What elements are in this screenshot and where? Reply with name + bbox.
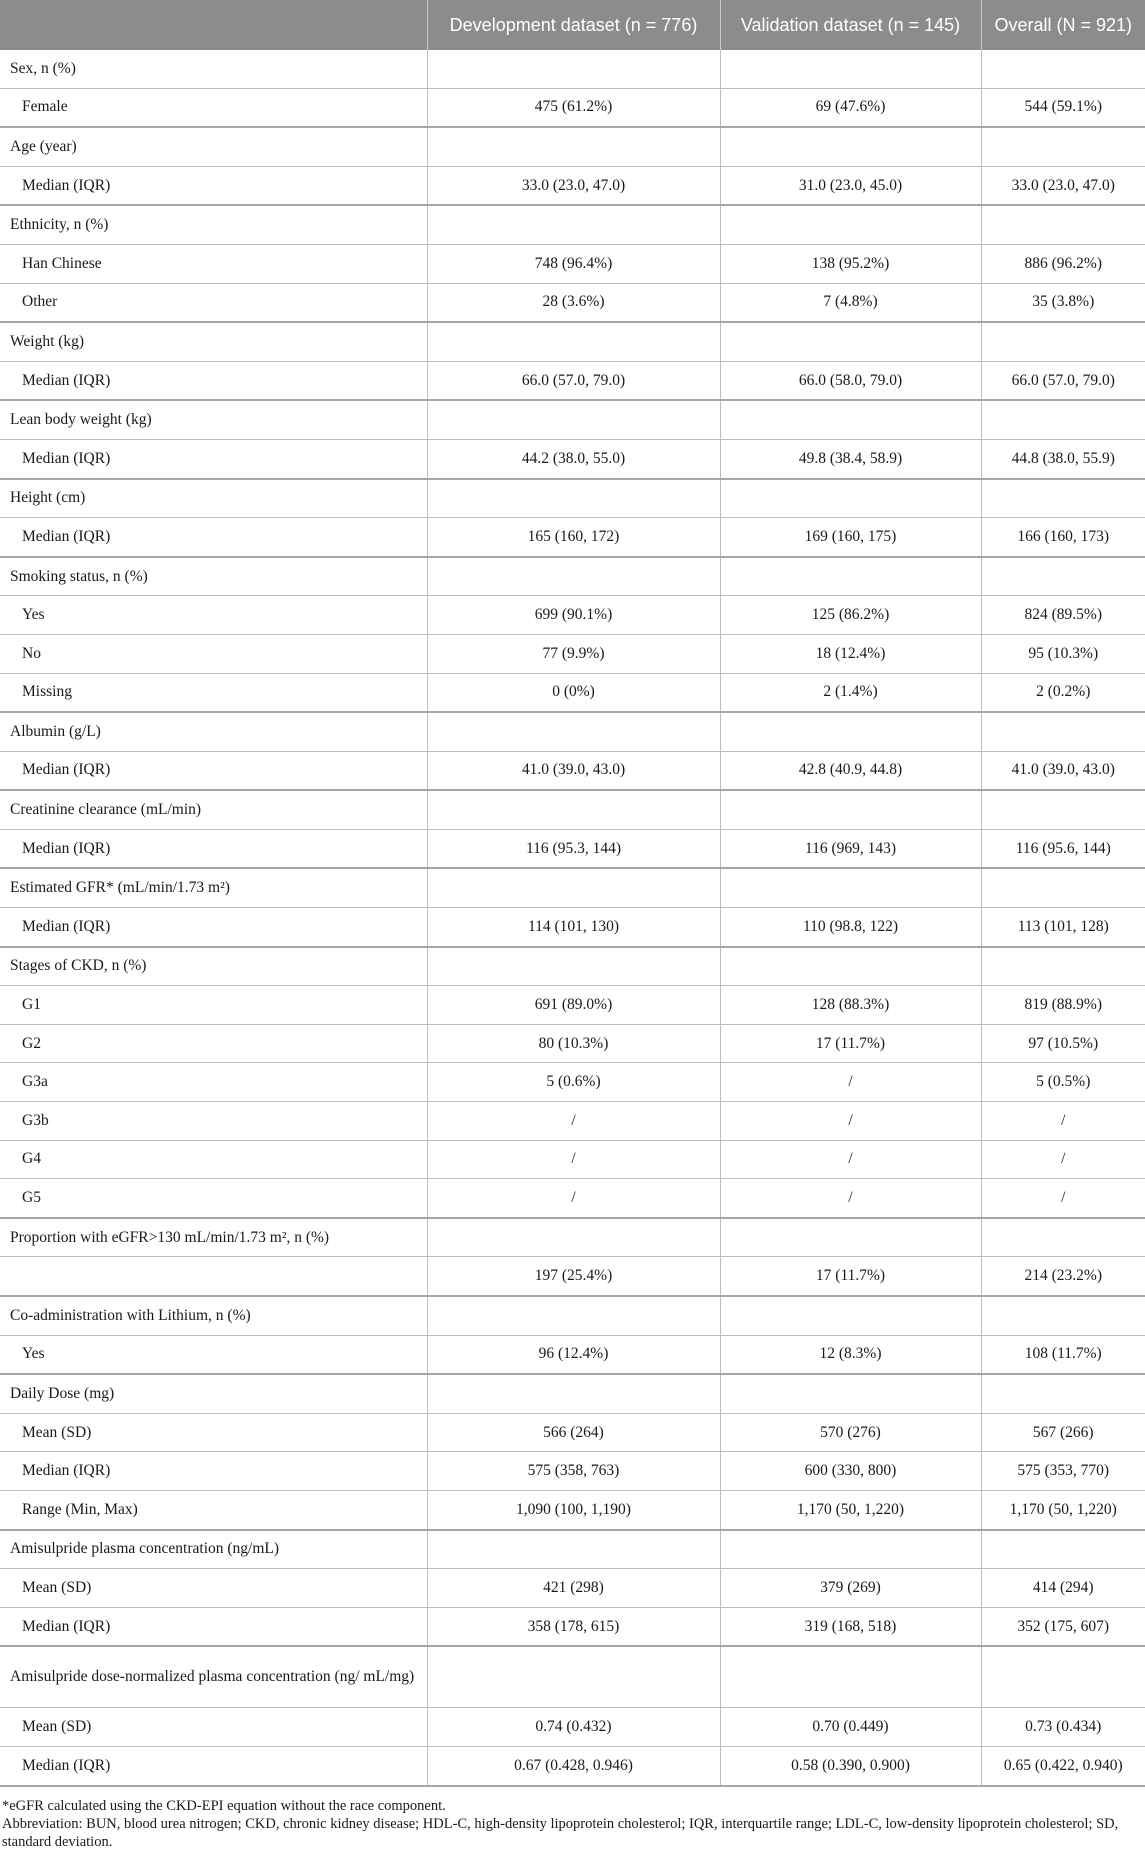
table-section-row: [0, 947, 1145, 986]
validation-value: 169 (160, 175): [720, 518, 981, 557]
development-value: [427, 1218, 720, 1257]
section-label: Height (cm): [0, 479, 427, 518]
overall-value: 575 (353, 770): [981, 1452, 1145, 1491]
development-value: [427, 1296, 720, 1335]
development-value: [427, 322, 720, 361]
section-label: Smoking status, n (%): [0, 557, 427, 596]
overall-value: [981, 50, 1145, 88]
table-section-row: [0, 557, 1145, 596]
overall-value: [981, 205, 1145, 244]
overall-value: 44.8 (38.0, 55.9): [981, 439, 1145, 478]
table-section-row: [0, 1296, 1145, 1335]
overall-value: 166 (160, 173): [981, 518, 1145, 557]
validation-value: 600 (330, 800): [720, 1452, 981, 1491]
overall-value: 214 (23.2%): [981, 1257, 1145, 1296]
development-value: 475 (61.2%): [427, 88, 720, 127]
section-label: Sex, n (%): [0, 50, 427, 88]
overall-value: 352 (175, 607): [981, 1607, 1145, 1646]
table-row: [0, 1746, 1145, 1785]
development-value: 77 (9.9%): [427, 634, 720, 673]
table-row: [0, 829, 1145, 868]
row-label: G3a: [0, 1063, 427, 1102]
validation-value: 319 (168, 518): [720, 1607, 981, 1646]
development-value: [427, 1530, 720, 1569]
validation-value: 2 (1.4%): [720, 673, 981, 712]
development-value: 0.67 (0.428, 0.946): [427, 1746, 720, 1785]
overall-value: 97 (10.5%): [981, 1024, 1145, 1063]
overall-value: [981, 322, 1145, 361]
validation-value: 570 (276): [720, 1413, 981, 1452]
table-row: [0, 88, 1145, 127]
table-section-row: [0, 127, 1145, 166]
row-label: Mean (SD): [0, 1708, 427, 1747]
table-row: [0, 1335, 1145, 1374]
overall-value: 113 (101, 128): [981, 908, 1145, 947]
validation-value: 125 (86.2%): [720, 596, 981, 635]
overall-value: [981, 712, 1145, 751]
development-value: [427, 557, 720, 596]
validation-value: /: [720, 1063, 981, 1102]
table-section-row: [0, 205, 1145, 244]
validation-value: [720, 790, 981, 829]
validation-value: 42.8 (40.9, 44.8): [720, 751, 981, 790]
table-section-row: [0, 1218, 1145, 1257]
overall-value: 819 (88.9%): [981, 986, 1145, 1025]
overall-value: 116 (95.6, 144): [981, 829, 1145, 868]
table-footnotes: [0, 1787, 1145, 1851]
overall-value: /: [981, 1140, 1145, 1179]
table-section-row: [0, 479, 1145, 518]
overall-value: 824 (89.5%): [981, 596, 1145, 635]
overall-value: /: [981, 1102, 1145, 1141]
section-label: Weight (kg): [0, 322, 427, 361]
validation-value: [720, 712, 981, 751]
table-row: [0, 673, 1145, 712]
validation-value: [720, 1374, 981, 1413]
development-value: /: [427, 1102, 720, 1141]
validation-value: 17 (11.7%): [720, 1024, 981, 1063]
development-value: 0.74 (0.432): [427, 1708, 720, 1747]
development-value: 66.0 (57.0, 79.0): [427, 361, 720, 400]
overall-value: 33.0 (23.0, 47.0): [981, 166, 1145, 205]
overall-value: 2 (0.2%): [981, 673, 1145, 712]
row-label: Median (IQR): [0, 1746, 427, 1785]
validation-value: 66.0 (58.0, 79.0): [720, 361, 981, 400]
row-label: G4: [0, 1140, 427, 1179]
validation-value: 116 (969, 143): [720, 829, 981, 868]
overall-value: 95 (10.3%): [981, 634, 1145, 673]
table-section-row: [0, 790, 1145, 829]
header-cell-label: [0, 0, 427, 50]
table-row: [0, 596, 1145, 635]
table-row: [0, 1257, 1145, 1296]
development-value: 421 (298): [427, 1569, 720, 1608]
table-section-row: [0, 50, 1145, 88]
table-header-row: [0, 0, 1145, 50]
row-label: Female: [0, 88, 427, 127]
abbreviation-footnote: Abbreviation: BUN, blood urea nitrogen; CKD, chronic kidney disease; HDL-C, high-density lipoprotein cholesterol; IQR, interquartile range; LDL-C, low-density lipoprotein cholesterol; SD, standard deviation.: [2, 1815, 1119, 1850]
header-cell-overall: Overall (N = 921): [981, 0, 1145, 50]
development-value: [427, 127, 720, 166]
validation-value: [720, 322, 981, 361]
development-value: [427, 479, 720, 518]
overall-value: 0.65 (0.422, 0.940): [981, 1746, 1145, 1785]
validation-value: [720, 1530, 981, 1569]
development-value: /: [427, 1140, 720, 1179]
validation-value: [720, 947, 981, 986]
row-label: Mean (SD): [0, 1569, 427, 1608]
overall-value: 414 (294): [981, 1569, 1145, 1608]
section-label: Proportion with eGFR>130 mL/min/1.73 m², n (%): [0, 1218, 427, 1257]
table-row: [0, 439, 1145, 478]
overall-value: [981, 1530, 1145, 1569]
section-label: Age (year): [0, 127, 427, 166]
overall-value: /: [981, 1179, 1145, 1218]
section-label: Co-administration with Lithium, n (%): [0, 1296, 427, 1335]
row-label: Median (IQR): [0, 751, 427, 790]
row-label: G2: [0, 1024, 427, 1063]
validation-value: [720, 557, 981, 596]
overall-value: 108 (11.7%): [981, 1335, 1145, 1374]
validation-value: [720, 127, 981, 166]
table-row: [0, 166, 1145, 205]
validation-value: [720, 205, 981, 244]
validation-value: 69 (47.6%): [720, 88, 981, 127]
development-value: 96 (12.4%): [427, 1335, 720, 1374]
table-row: [0, 1179, 1145, 1218]
validation-value: 7 (4.8%): [720, 283, 981, 322]
row-label: G1: [0, 986, 427, 1025]
row-label: G5: [0, 1179, 427, 1218]
section-label: Daily Dose (mg): [0, 1374, 427, 1413]
development-value: [427, 205, 720, 244]
development-value: 748 (96.4%): [427, 244, 720, 283]
validation-value: 0.70 (0.449): [720, 1708, 981, 1747]
row-label: Yes: [0, 1335, 427, 1374]
validation-value: [720, 50, 981, 88]
validation-value: 18 (12.4%): [720, 634, 981, 673]
validation-value: [720, 1296, 981, 1335]
table-row: [0, 634, 1145, 673]
table-row: [0, 1140, 1145, 1179]
development-value: [427, 947, 720, 986]
overall-value: 66.0 (57.0, 79.0): [981, 361, 1145, 400]
development-value: 358 (178, 615): [427, 1607, 720, 1646]
table-section-row: [0, 1646, 1145, 1708]
development-value: /: [427, 1179, 720, 1218]
overall-value: 886 (96.2%): [981, 244, 1145, 283]
table-row: [0, 1063, 1145, 1102]
validation-value: /: [720, 1140, 981, 1179]
overall-value: [981, 868, 1145, 907]
development-value: 41.0 (39.0, 43.0): [427, 751, 720, 790]
row-label: G3b: [0, 1102, 427, 1141]
table-row: [0, 1024, 1145, 1063]
development-value: 44.2 (38.0, 55.0): [427, 439, 720, 478]
overall-value: [981, 557, 1145, 596]
overall-value: 567 (266): [981, 1413, 1145, 1452]
table-body: [0, 50, 1145, 1786]
table-row: [0, 908, 1145, 947]
validation-value: [720, 1218, 981, 1257]
table-row: [0, 1708, 1145, 1747]
development-value: [427, 50, 720, 88]
table-section-row: [0, 868, 1145, 907]
development-value: 116 (95.3, 144): [427, 829, 720, 868]
development-value: 28 (3.6%): [427, 283, 720, 322]
validation-value: /: [720, 1179, 981, 1218]
development-value: 197 (25.4%): [427, 1257, 720, 1296]
table-row: [0, 1452, 1145, 1491]
overall-value: 5 (0.5%): [981, 1063, 1145, 1102]
table-row: [0, 518, 1145, 557]
table-section-row: [0, 1374, 1145, 1413]
row-label: Median (IQR): [0, 361, 427, 400]
table-row: [0, 361, 1145, 400]
row-label: Median (IQR): [0, 1607, 427, 1646]
validation-value: /: [720, 1102, 981, 1141]
section-label: Amisulpride plasma concentration (ng/mL): [0, 1530, 427, 1569]
row-label: Range (Min, Max): [0, 1490, 427, 1529]
development-value: 80 (10.3%): [427, 1024, 720, 1063]
validation-value: 12 (8.3%): [720, 1335, 981, 1374]
table-section-row: [0, 322, 1145, 361]
row-label: No: [0, 634, 427, 673]
table-section-row: [0, 400, 1145, 439]
table-row: [0, 244, 1145, 283]
validation-value: [720, 479, 981, 518]
validation-value: 379 (269): [720, 1569, 981, 1608]
overall-value: [981, 400, 1145, 439]
overall-value: [981, 1296, 1145, 1335]
validation-value: 1,170 (50, 1,220): [720, 1490, 981, 1529]
egfr-footnote: *eGFR calculated using the CKD-EPI equation without the race component.: [2, 1797, 446, 1814]
development-value: 1,090 (100, 1,190): [427, 1490, 720, 1529]
row-label: Mean (SD): [0, 1413, 427, 1452]
validation-value: [720, 868, 981, 907]
validation-value: 17 (11.7%): [720, 1257, 981, 1296]
section-label: Albumin (g/L): [0, 712, 427, 751]
development-value: 691 (89.0%): [427, 986, 720, 1025]
overall-value: [981, 1218, 1145, 1257]
row-label: Yes: [0, 596, 427, 635]
development-value: 114 (101, 130): [427, 908, 720, 947]
table-row: [0, 751, 1145, 790]
development-value: 33.0 (23.0, 47.0): [427, 166, 720, 205]
section-label: Amisulpride dose-normalized plasma concentration (ng/ mL/mg): [0, 1646, 427, 1708]
development-value: 5 (0.6%): [427, 1063, 720, 1102]
overall-value: [981, 127, 1145, 166]
overall-value: [981, 790, 1145, 829]
section-label: Estimated GFR* (mL/min/1.73 m²): [0, 868, 427, 907]
row-label: Median (IQR): [0, 908, 427, 947]
development-value: [427, 868, 720, 907]
table-row: [0, 283, 1145, 322]
row-label: Median (IQR): [0, 439, 427, 478]
development-value: 165 (160, 172): [427, 518, 720, 557]
validation-value: 49.8 (38.4, 58.9): [720, 439, 981, 478]
section-label: Lean body weight (kg): [0, 400, 427, 439]
development-value: [427, 712, 720, 751]
section-label: Ethnicity, n (%): [0, 205, 427, 244]
table-row: [0, 1490, 1145, 1529]
overall-value: 35 (3.8%): [981, 283, 1145, 322]
row-label: Median (IQR): [0, 1452, 427, 1491]
overall-value: [981, 1646, 1145, 1708]
section-label: Stages of CKD, n (%): [0, 947, 427, 986]
table-section-row: [0, 712, 1145, 751]
validation-value: 128 (88.3%): [720, 986, 981, 1025]
validation-value: 110 (98.8, 122): [720, 908, 981, 947]
overall-value: 1,170 (50, 1,220): [981, 1490, 1145, 1529]
table-row: [0, 1607, 1145, 1646]
overall-value: [981, 1374, 1145, 1413]
table-section-row: [0, 1530, 1145, 1569]
overall-value: 0.73 (0.434): [981, 1708, 1145, 1747]
validation-value: [720, 1646, 981, 1708]
validation-value: [720, 400, 981, 439]
header-cell-development: Development dataset (n = 776): [427, 0, 720, 50]
row-label: Other: [0, 283, 427, 322]
development-value: [427, 1374, 720, 1413]
table-row: [0, 1102, 1145, 1141]
header-cell-validation: Validation dataset (n = 145): [720, 0, 981, 50]
overall-value: [981, 479, 1145, 518]
development-value: [427, 400, 720, 439]
validation-value: 31.0 (23.0, 45.0): [720, 166, 981, 205]
overall-value: [981, 947, 1145, 986]
table-row: [0, 986, 1145, 1025]
development-value: 566 (264): [427, 1413, 720, 1452]
row-label: Median (IQR): [0, 829, 427, 868]
section-label: Creatinine clearance (mL/min): [0, 790, 427, 829]
table-row: [0, 1569, 1145, 1608]
validation-value: 0.58 (0.390, 0.900): [720, 1746, 981, 1785]
development-value: [427, 1646, 720, 1708]
development-value: 575 (358, 763): [427, 1452, 720, 1491]
row-label: Missing: [0, 673, 427, 712]
development-value: [427, 790, 720, 829]
development-value: 0 (0%): [427, 673, 720, 712]
table-row: [0, 1413, 1145, 1452]
overall-value: 41.0 (39.0, 43.0): [981, 751, 1145, 790]
row-label: Median (IQR): [0, 166, 427, 205]
row-label: Han Chinese: [0, 244, 427, 283]
development-value: 699 (90.1%): [427, 596, 720, 635]
validation-value: 138 (95.2%): [720, 244, 981, 283]
row-label: [0, 1257, 427, 1296]
row-label: Median (IQR): [0, 518, 427, 557]
overall-value: 544 (59.1%): [981, 88, 1145, 127]
